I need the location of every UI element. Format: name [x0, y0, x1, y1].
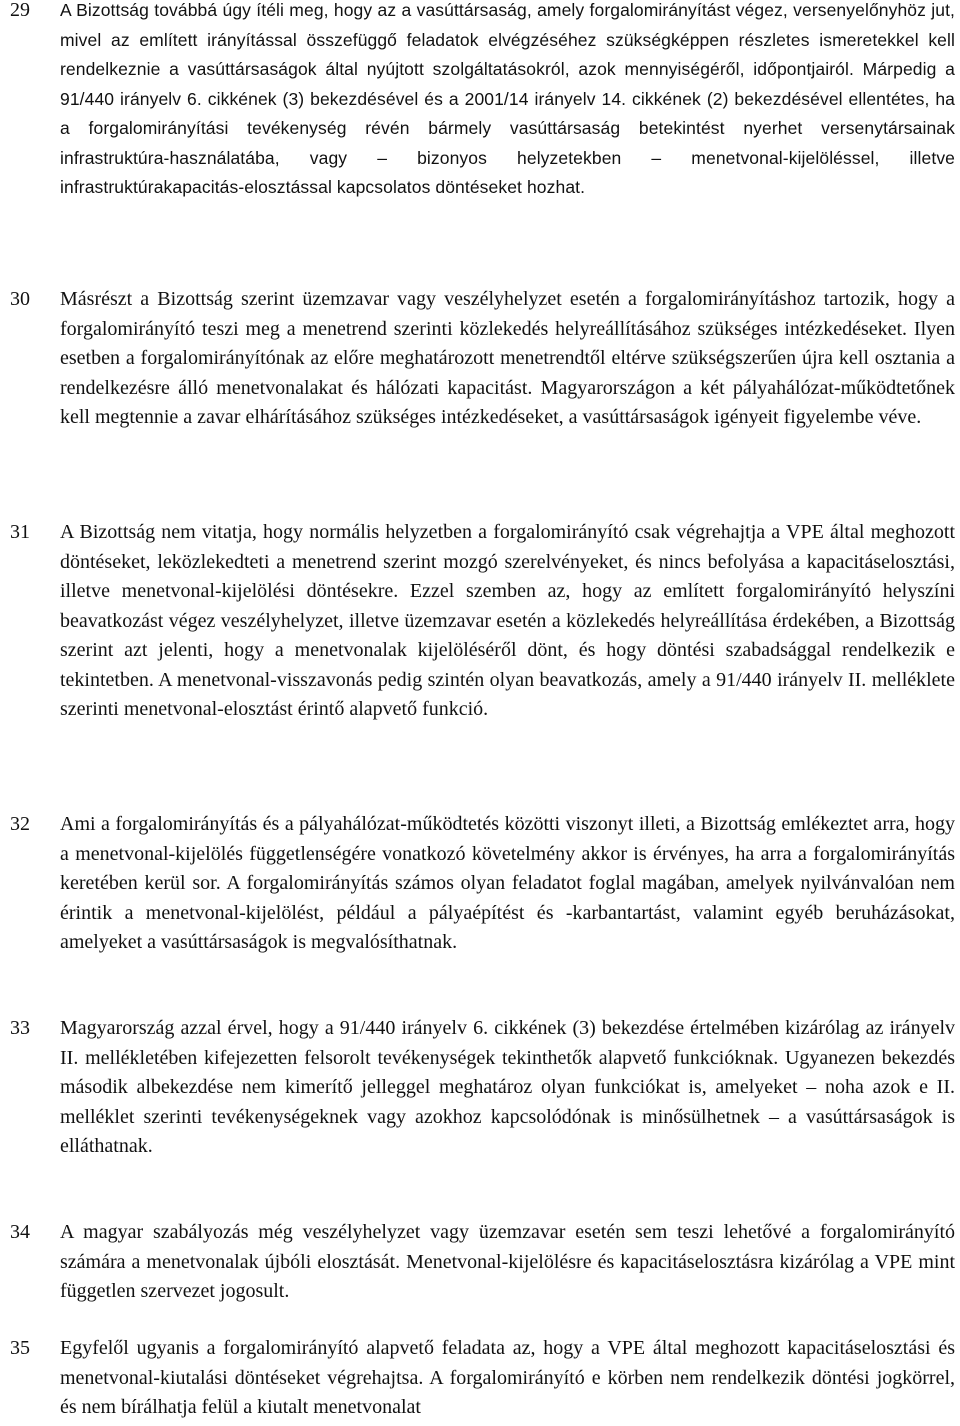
paragraph-number: 31 [10, 521, 30, 543]
paragraph-number: 29 [10, 0, 30, 21]
paragraph-text: A Bizottság nem vitatja, hogy normális helyzetben a forgalomirányító csak végrehajtja a VPE által meghozott döntéseket, leközlekedteti a menetrend szerint mozgó szerelvényeket, és nincs befolyása a kapacitáselosztási, illetve menetvonal-kijelölési döntésekre. Ezzel szemben az, hogy az említett forgalomirányító helyszíni beavatkozást végez veszélyhelyzet, illetve üzemzavar esetén a közlekedés helyreállítása érdekében, a Bizottság szerint azt jelenti, hogy a menetvonalak kijelöléséről dönt, és hogy döntési szabadsággal rendelkezik e tekintetben. A menetvonal-visszavonás pedig szintén olyan beavatkozás, amely a 91/440 irányelv II. melléklete szerinti menetvonal-elosztást érintő alapvető funkció. [60, 521, 955, 720]
paragraph-35 [0, 1334, 955, 1423]
paragraph-number: 33 [10, 1017, 30, 1039]
paragraph-30 [0, 285, 955, 433]
paragraph-text: A magyar szabályozás még veszélyhelyzet vagy üzemzavar esetén sem teszi lehetővé a forgalomirányító számára a menetvonalak újbóli elosztását. Menetvonal-kijelölésre és kapacitáselosztásra kizárólag a VPE mint független szervezet jogosult. [60, 1221, 955, 1302]
paragraph-text: Magyarország azzal érvel, hogy a 91/440 irányelv 6. cikkének (3) bekezdése értelmében kizárólag az irányelv II. mellékletében kifejezetten felsorolt tevékenységek tekinthetők alapvető funkcióknak. Ugyanezen bekezdés második albekezdése nem kimerítő jelleggel meghatároz olyan funkciókat is, amelyeket – noha azok e II. melléklet szerinti tevékenységeknek vagy azokhoz kapcsolódónak is minősülhetnek – a vasúttársaságok is elláthatnak. [60, 1017, 955, 1157]
paragraph-31 [0, 518, 955, 725]
paragraph-text: Másrészt a Bizottság szerint üzemzavar vagy veszélyhelyzet esetén a forgalomirányításhoz tartozik, hogy a forgalomirányító teszi meg a menetrend szerinti közlekedés helyreállításához szükséges intézkedéseket. Ilyen esetben a forgalomirányítónak az előre meghatározott menetrendtől eltérve szükségszerűen újra kell osztania a rendelkezésre álló menetvonalakat és hálózati kapacitást. Magyarországon a két pályahálózat-működtetőnek kell megtennie a zavar elhárításához szükséges intézkedéseket, a vasúttársaságok igényeit figyelembe véve. [60, 288, 955, 428]
paragraph-text: Egyfelől ugyanis a forgalomirányító alapvető feladata az, hogy a VPE által meghozott kapacitáselosztási és menetvonal-kiutalási döntéseket végrehajtsa. A forgalomirányító e körben nem rendelkezik döntési jogkörrel, és nem bírálhatja felül a kiutalt menetvonalat [60, 1337, 955, 1418]
paragraph-number: 34 [10, 1221, 30, 1243]
paragraph-29 [0, 0, 955, 203]
paragraph-text: A Bizottság továbbá úgy ítéli meg, hogy az a vasúttársaság, amely forgalomirányítást végez, versenyelőnyhöz jut, mivel az említett irányítással összefüggő feladatok elvégzéséhez szükségképpen részletes ismeretekkel kell rendelkeznie a vasúttársaságok által nyújtott szolgáltatásokról, azok mennyiségéről, időpontjairól. Márpedig a 91/440 irányelv 6. cikkének (3) bekezdésével és a 2001/14 irányelv 14. cikkének (2) bekezdésével ellentétes, ha a forgalomirányítási tevékenység révén bármely vasúttársaság betekintést nyerhet versenytársainak infrastruktúra-használatába, vagy – bizonyos helyzetekben – menetvonal-kijelöléssel, illetve infrastruktúrakapacitás-elosztással kapcsolatos döntéseket hozhat. [60, 0, 955, 197]
paragraph-number: 35 [10, 1337, 30, 1359]
paragraph-34 [0, 1218, 955, 1307]
paragraph-32 [0, 810, 955, 958]
paragraph-number: 30 [10, 288, 30, 310]
paragraph-33 [0, 1014, 955, 1162]
paragraph-text: Ami a forgalomirányítás és a pályahálózat-működtetés közötti viszonyt illeti, a Bizottság emlékeztet arra, hogy a menetvonal-kijelölés függetlenségére vonatkozó követelmény akkor is érvényes, ha arra a forgalomirányítás keretében kerül sor. A forgalomirányítás számos olyan feladatot foglal magában, amelyek nyilvánvalóan nem érintik a menetvonal-kijelölést, például a pályaépítést és -karbantartást, valamint egyéb beruházásokat, amelyeket a vasúttársaságok is megvalósíthatnak. [60, 813, 955, 953]
paragraph-number: 32 [10, 813, 30, 835]
